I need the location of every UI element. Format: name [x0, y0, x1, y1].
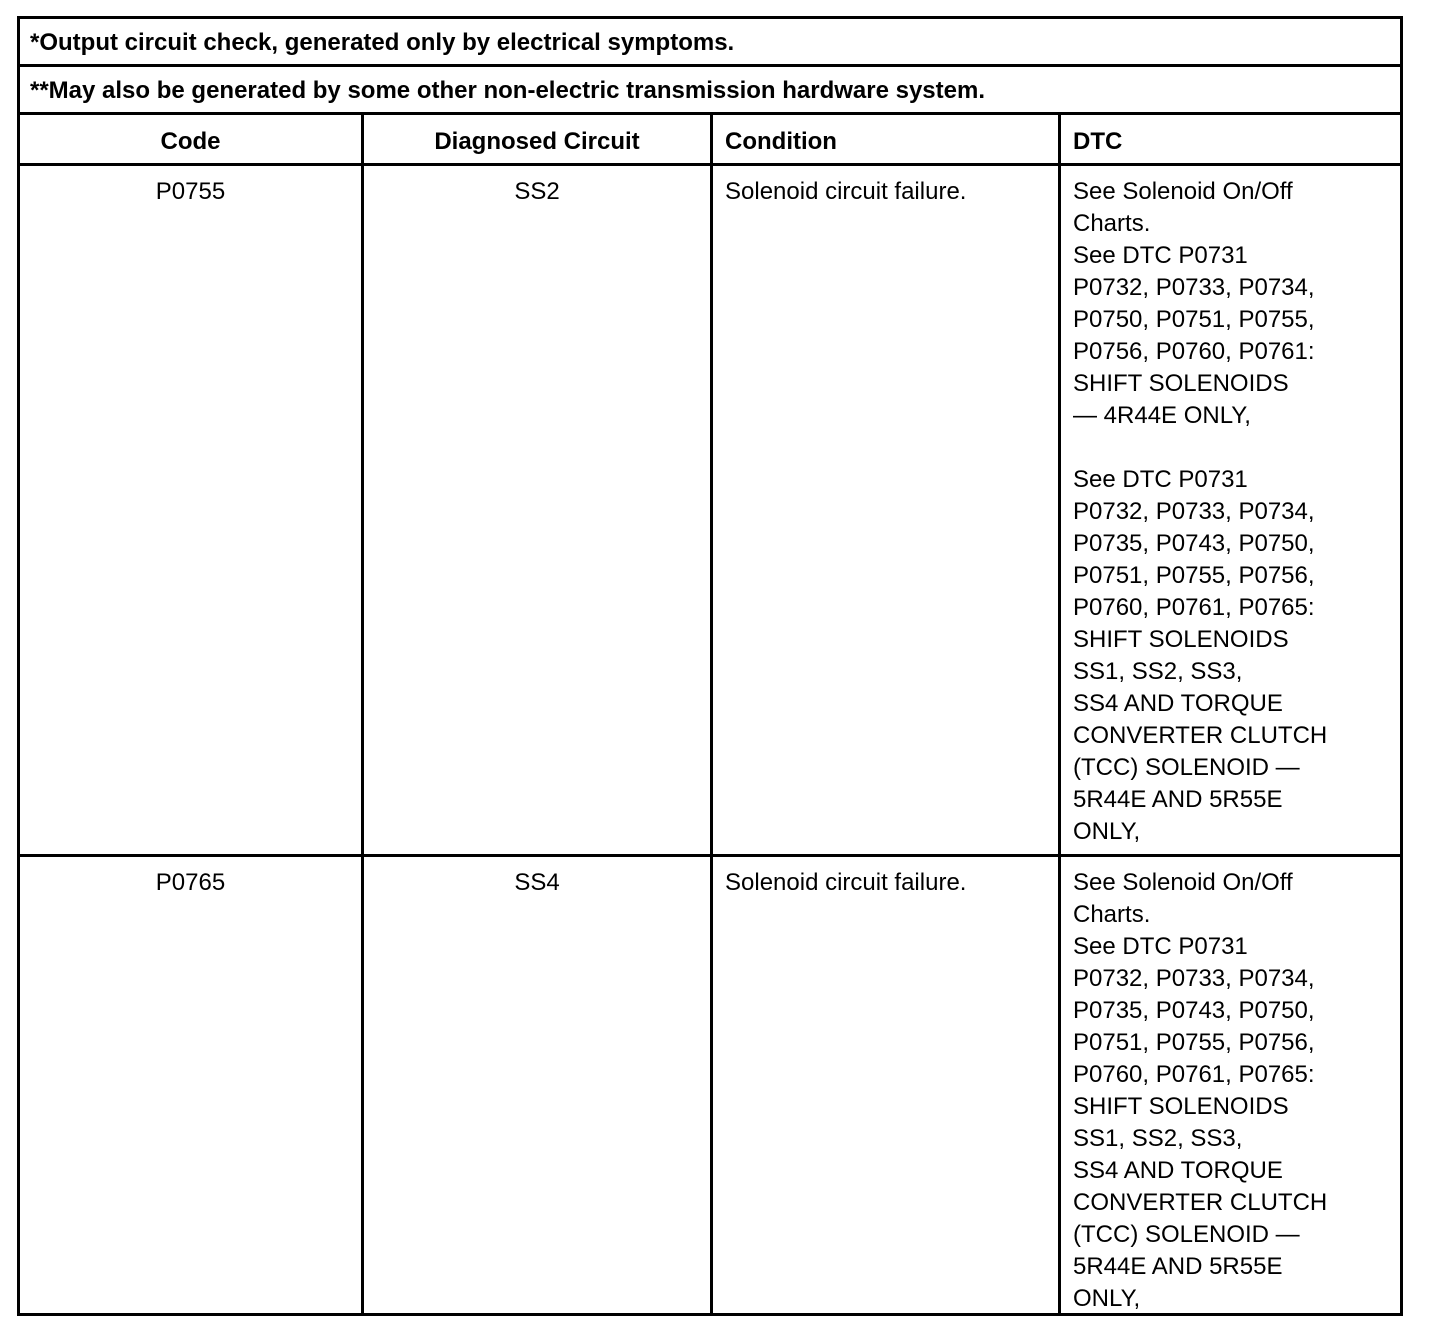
table-row-2-code: P0765 [155, 869, 226, 896]
table-row-2-dtc [1061, 867, 1401, 1315]
table-row-1-code: P0755 [155, 178, 226, 205]
table-row-1-condition: Solenoid circuit failure. [725, 178, 967, 205]
header-diagnosed-circuit: Diagnosed Circuit [434, 128, 640, 155]
table-row-1-dtc [1061, 176, 1401, 848]
table-row-2-condition: Solenoid circuit failure. [725, 869, 967, 896]
column-divider [361, 115, 364, 1313]
header-condition: Condition [725, 128, 837, 155]
table-row-2-circuit: SS4 [514, 869, 560, 896]
note-non-electric: **May also be generated by some other non-electric transmission hardware system. [20, 67, 1400, 115]
header-code: Code [160, 128, 221, 155]
table-row-1-dtc-5r44e: See DTC P0731 P0732, P0733, P0734, P0735, P0743, P0750, P0751, P0755, P0756, P0760, P0761, P0765: SHIFT SOLENOIDS SS1, SS2, SS3, SS4 AND TORQUE CONVERTER CLUTCH (TCC) SOLENOID — 5R44E AND 5R55E ONLY, [1073, 466, 1328, 845]
column-divider [710, 115, 713, 1313]
table-row-2-dtc-text: See Solenoid On/Off Charts. See DTC P0731 P0732, P0733, P0734, P0735, P0743, P0750, P0751, P0755, P0756, P0760, P0761, P0765: SHIFT SOLENOIDS SS1, SS2, SS3, SS4 AND TORQUE CONVERTER CLUTCH (TCC) SOLENOID — 5R44E AND 5R55E ONLY, [1073, 869, 1328, 1312]
table-row-1-circuit: SS2 [514, 178, 560, 205]
note-output-circuit: *Output circuit check, generated only by electrical symptoms. [20, 19, 1400, 67]
dtc-table-sheet [17, 16, 1403, 1316]
table-row-1-dtc-4r44e: See Solenoid On/Off Charts. See DTC P0731 P0732, P0733, P0734, P0750, P0751, P0755, P0756, P0760, P0761: SHIFT SOLENOIDS — 4R44E ONLY, [1073, 178, 1315, 429]
header-dtc: DTC [1073, 128, 1123, 155]
